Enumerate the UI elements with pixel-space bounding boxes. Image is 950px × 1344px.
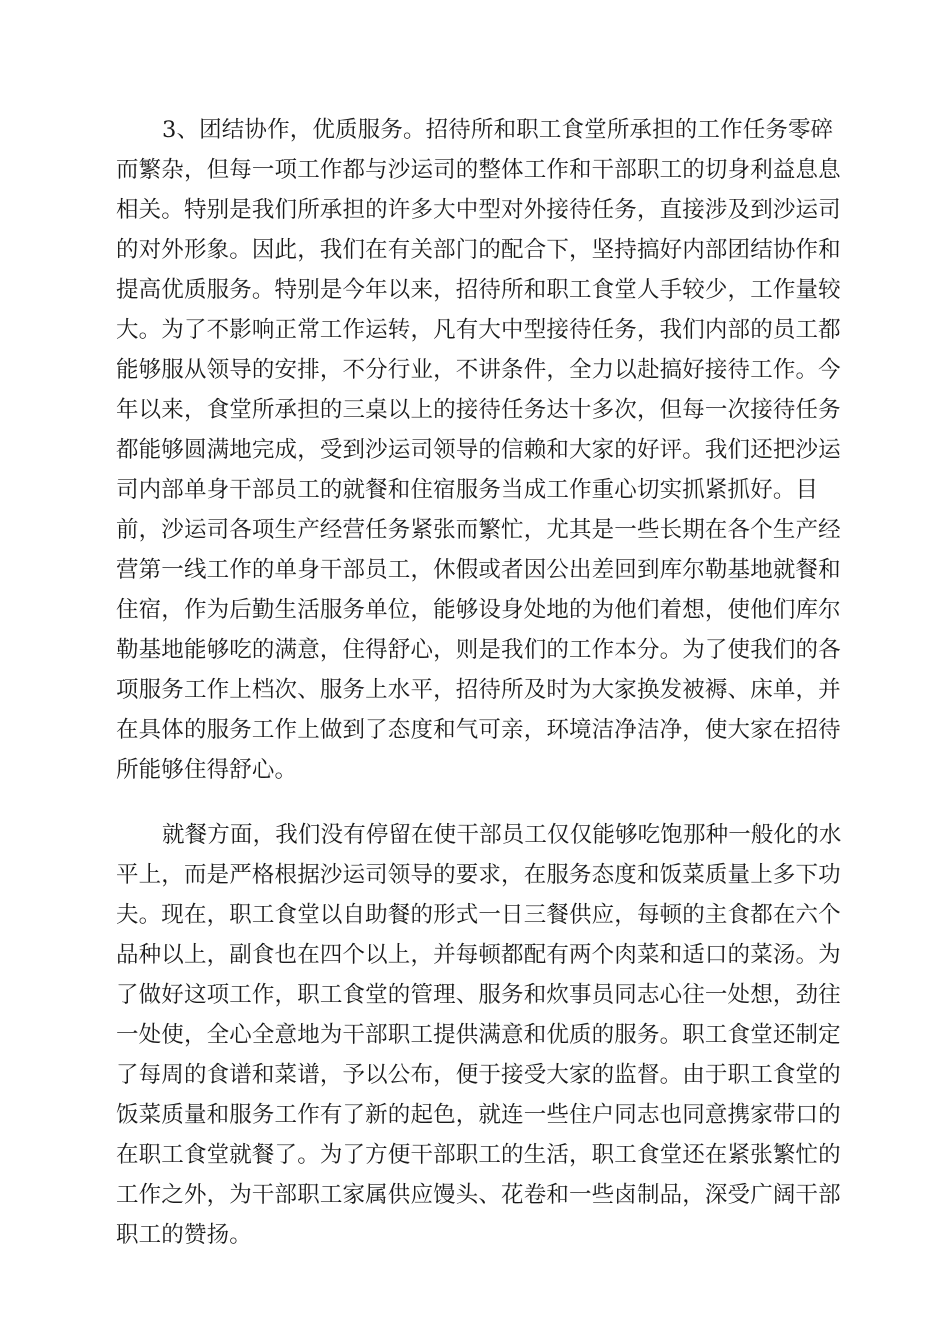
paragraph-2-line-8: 饭菜质量和服务工作有了新的起色，就连一些住户同志也同意携家带口的 xyxy=(116,1102,841,1128)
paragraph-2-line-6: 一处使，全心全意地为干部职工提供满意和优质的服务。职工食堂还制定 xyxy=(116,1022,841,1048)
paragraph-2-line-5: 了做好这项工作，职工食堂的管理、服务和炊事员同志心往一处想，劲往 xyxy=(116,982,841,1008)
paragraph-1-line-5: 提高优质服务。特别是今年以来，招待所和职工食堂人手较少，工作量较 xyxy=(116,277,841,303)
paragraph-1-line-8: 年以来，食堂所承担的三桌以上的接待任务达十多次，但每一次接待任务 xyxy=(116,397,841,423)
paragraph-2-line-11: 职工的赞扬。 xyxy=(116,1222,252,1248)
paragraph-1-line-12: 营第一线工作的单身干部员工，休假或者因公出差回到库尔勒基地就餐和 xyxy=(116,557,841,583)
paragraph-1-line-13: 住宿，作为后勤生活服务单位，能够设身处地的为他们着想，使他们库尔 xyxy=(116,597,841,623)
paragraph-1-line-9: 都能够圆满地完成，受到沙运司领导的信赖和大家的好评。我们还把沙运 xyxy=(116,437,841,463)
paragraph-2-line-4: 品种以上，副食也在四个以上，并每顿都配有两个肉菜和适口的菜汤。为 xyxy=(116,942,841,968)
paragraph-2-line-1: 就餐方面，我们没有停留在使干部员工仅仅能够吃饱那种一般化的水 xyxy=(162,822,842,848)
paragraph-1-line-16: 在具体的服务工作上做到了态度和气可亲，环境洁净洁净，使大家在招待 xyxy=(116,717,841,743)
paragraph-1-line-17: 所能够住得舒心。 xyxy=(116,757,298,783)
paragraph-1-line-15: 项服务工作上档次、服务上水平，招待所及时为大家换发被褥、床单，并 xyxy=(116,677,841,703)
paragraph-1-line-4: 的对外形象。因此，我们在有关部门的配合下，坚持搞好内部团结协作和 xyxy=(116,237,841,263)
paragraph-1-line-6: 大。为了不影响正常工作运转，凡有大中型接待任务，我们内部的员工都 xyxy=(116,317,841,343)
paragraph-1-line-10: 司内部单身干部员工的就餐和住宿服务当成工作重心切实抓紧抓好。目 xyxy=(116,477,819,503)
paragraph-2-line-3: 夫。现在，职工食堂以自助餐的形式一日三餐供应，每顿的主食都在六个 xyxy=(116,902,841,928)
paragraph-1-line-7: 能够服从领导的安排，不分行业，不讲条件，全力以赴搞好接待工作。今 xyxy=(116,357,841,383)
paragraph-2-line-10: 工作之外，为干部职工家属供应馒头、花卷和一些卤制品，深受广阔干部 xyxy=(116,1182,841,1208)
paragraph-2-line-7: 了每周的食谱和菜谱，予以公布，便于接受大家的监督。由于职工食堂的 xyxy=(116,1062,841,1088)
paragraph-2-line-9: 在职工食堂就餐了。为了方便干部职工的生活，职工食堂还在紧张繁忙的 xyxy=(116,1142,841,1168)
paragraph-1-line-1: 3、团结协作，优质服务。招待所和职工食堂所承担的工作任务零碎 xyxy=(162,117,834,143)
paragraph-2-line-2: 平上，而是严格根据沙运司领导的要求，在服务态度和饭菜质量上多下功 xyxy=(116,862,841,888)
paragraph-1-line-3: 相关。特别是我们所承担的许多大中型对外接待任务，直接涉及到沙运司 xyxy=(116,197,841,223)
paragraph-1-line-2: 而繁杂，但每一项工作都与沙运司的整体工作和干部职工的切身利益息息 xyxy=(116,157,841,183)
paragraph-1-line-11: 前，沙运司各项生产经营任务紧张而繁忙，尤其是一些长期在各个生产经 xyxy=(116,517,841,543)
paragraph-1-line-14: 勒基地能够吃的满意，住得舒心，则是我们的工作本分。为了使我们的各 xyxy=(116,637,841,663)
